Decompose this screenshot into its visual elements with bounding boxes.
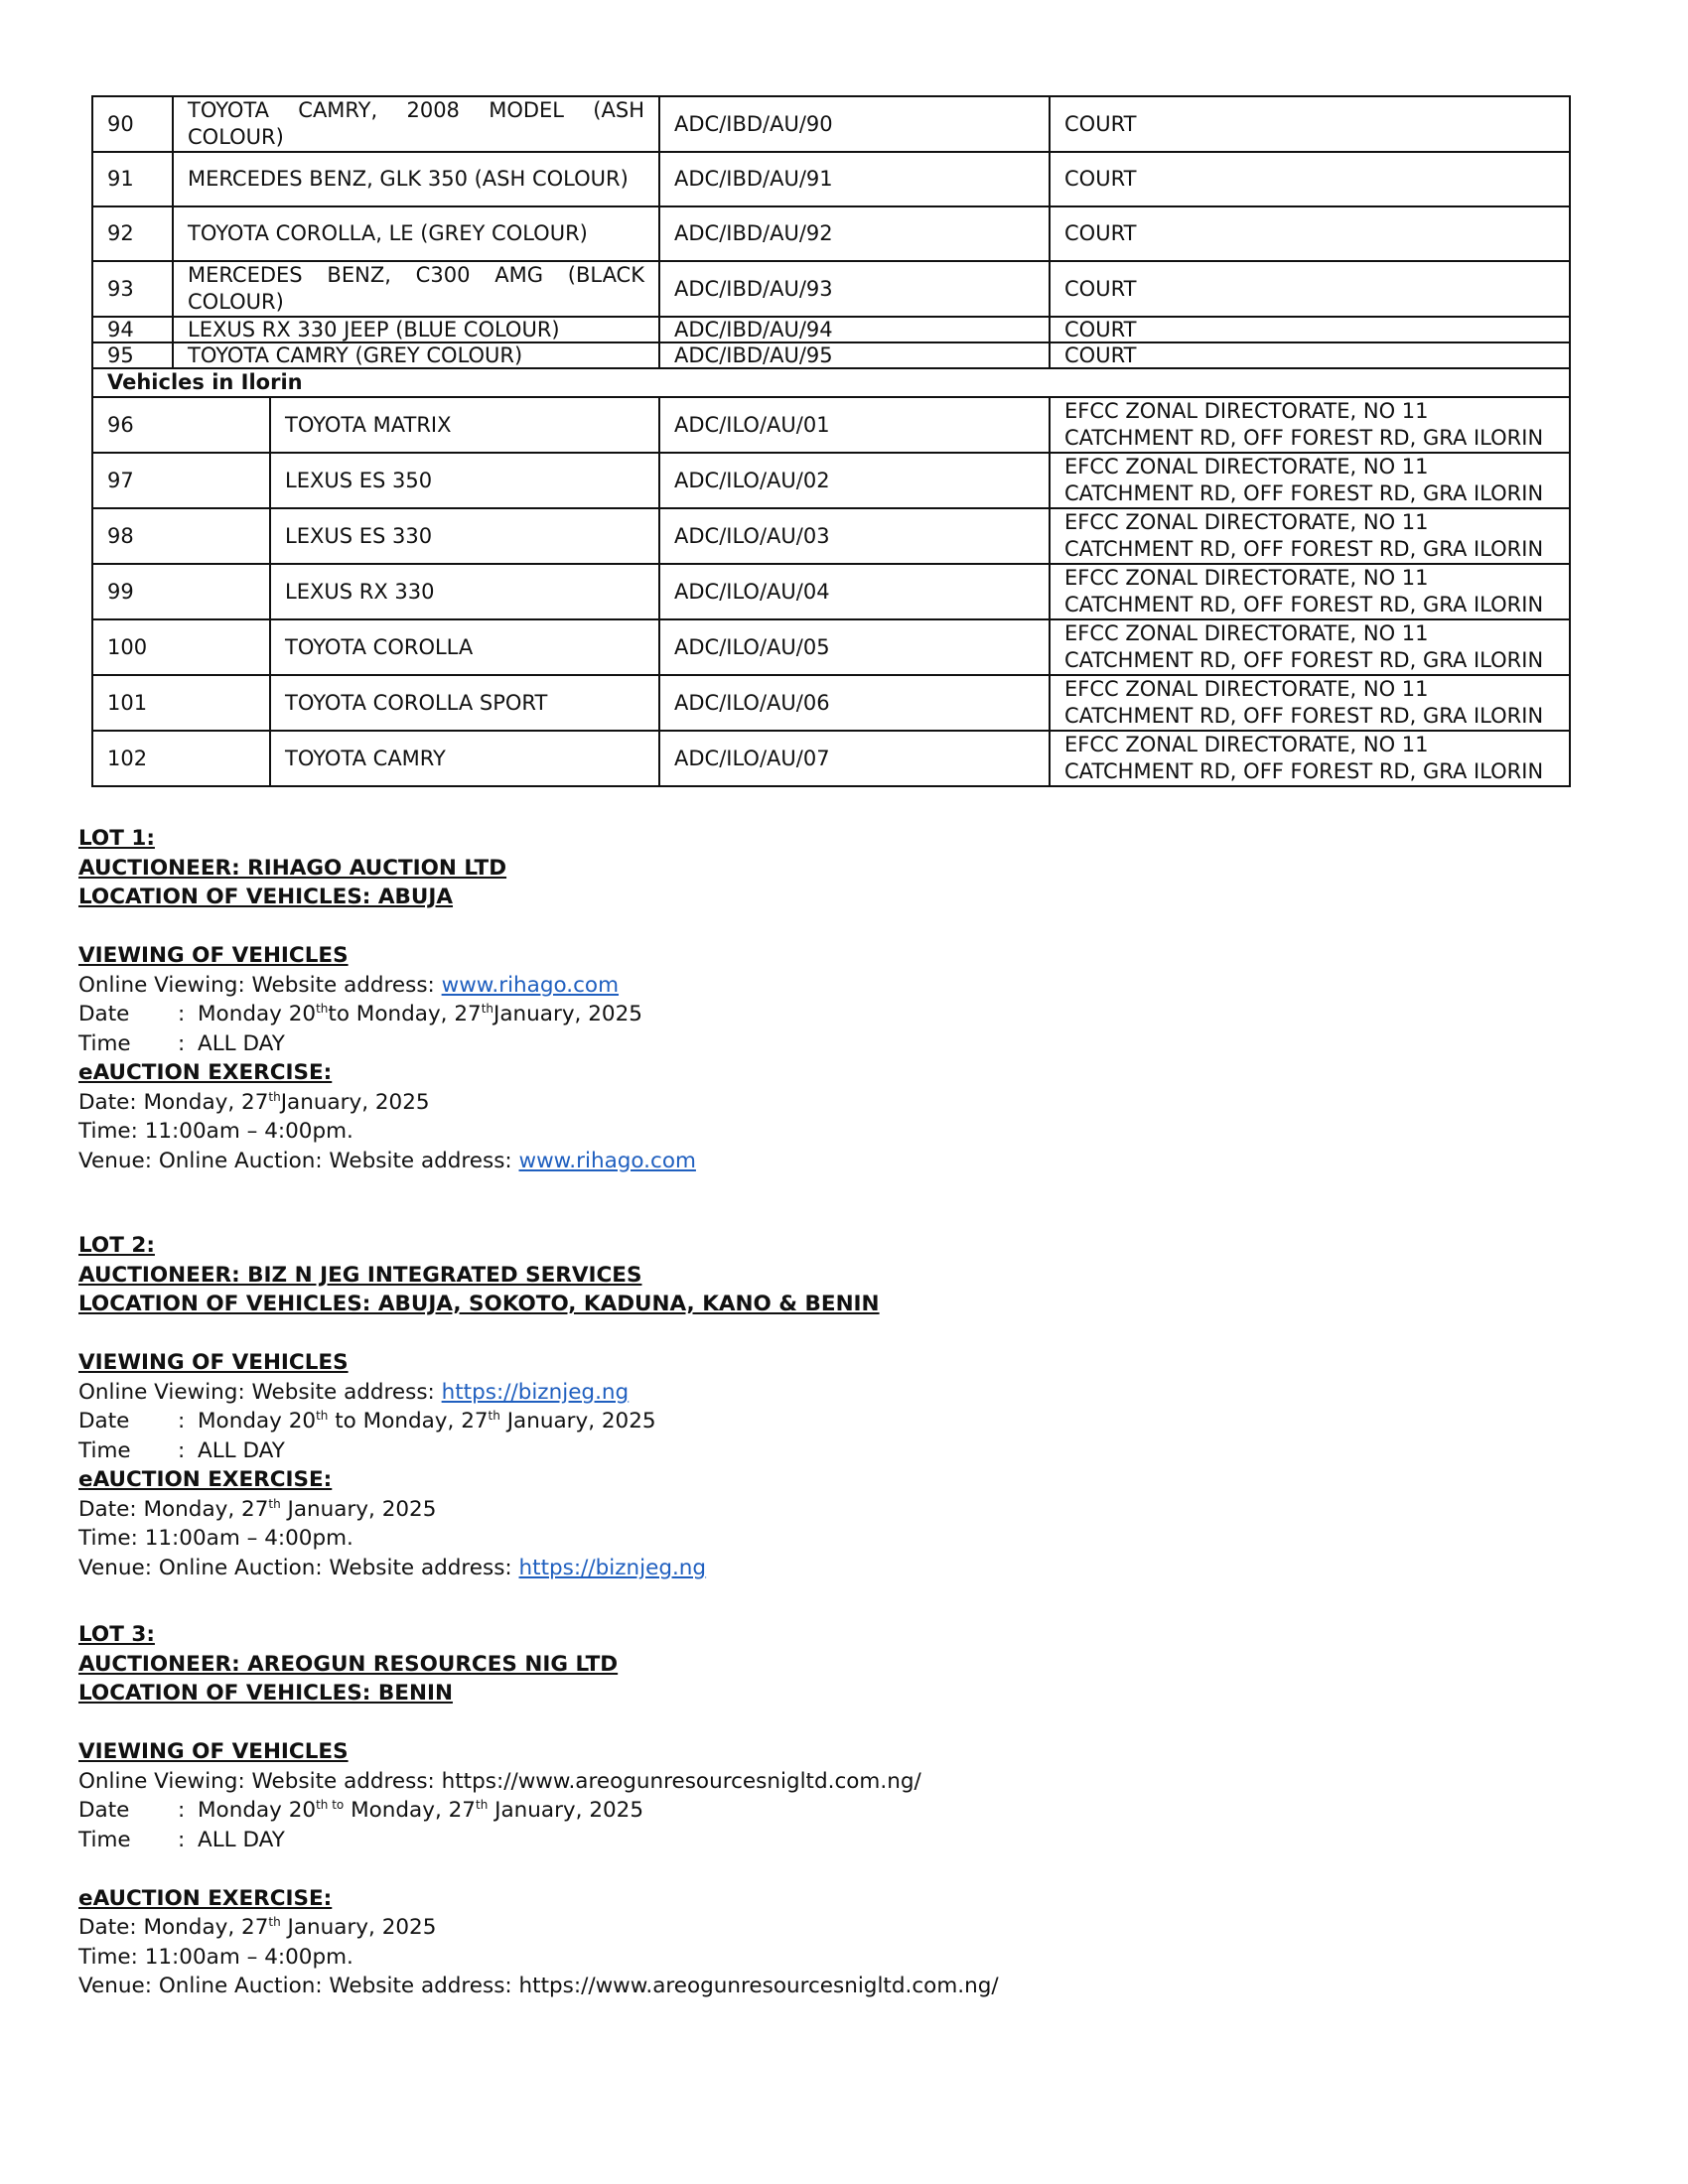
venue-label: Venue: Online Auction: Website address: (78, 1555, 519, 1580)
cell-location: COURT (1050, 152, 1570, 206)
lot-title: LOT 3: (78, 1622, 155, 1647)
eauction-time: Time: 11:00am – 4:00pm. (78, 1944, 353, 1970)
viewing-heading: VIEWING OF VEHICLES (78, 943, 349, 968)
cell-location: EFCC ZONAL DIRECTORATE, NO 11 CATCHMENT RD, OFF FOREST RD, GRA ILORIN (1050, 731, 1570, 786)
cell-ref: ADC/ILO/AU/02 (659, 453, 1050, 508)
table-row (92, 675, 1570, 731)
date-to: January, 2025 (493, 1002, 642, 1026)
lot-title: LOT 1: (78, 826, 155, 851)
table-row (92, 564, 1570, 619)
date-label: Date (78, 1409, 130, 1433)
time-label: Time (78, 1030, 131, 1056)
sup-th: th (476, 1797, 489, 1812)
cell-desc: TOYOTA COROLLA SPORT (270, 675, 659, 731)
time-label: Time (78, 1827, 131, 1852)
cell-no: 97 (92, 453, 270, 508)
cell-desc: LEXUS ES 350 (270, 453, 659, 508)
table-row (92, 508, 1570, 564)
ea-date-post: January, 2025 (280, 1089, 430, 1115)
cell-ref: ADC/IBD/AU/95 (659, 342, 1050, 368)
date-from: Monday 20 (198, 1798, 317, 1823)
cell-desc: TOYOTA CAMRY (GREY COLOUR) (173, 342, 659, 368)
viewing-date (198, 1798, 643, 1823)
lot-1-section (78, 824, 696, 1175)
cell-location: COURT (1050, 261, 1570, 317)
viewing-date (198, 1002, 642, 1026)
cell-location: COURT (1050, 317, 1570, 342)
vehicle-table (91, 95, 1571, 787)
cell-desc: MERCEDES BENZ, GLK 350 (ASH COLOUR) (173, 152, 659, 206)
sup-th: th (488, 1408, 500, 1423)
cell-location: EFCC ZONAL DIRECTORATE, NO 11 CATCHMENT RD, OFF FOREST RD, GRA ILORIN (1050, 619, 1570, 675)
cell-ref: ADC/ILO/AU/03 (659, 508, 1050, 564)
cell-ref: ADC/ILO/AU/05 (659, 619, 1050, 675)
ea-date-post: January, 2025 (280, 1915, 437, 1940)
cell-no: 96 (92, 397, 270, 453)
vehicle-location: LOCATION OF VEHICLES: ABUJA, SOKOTO, KADUNA, KANO & BENIN (78, 1292, 880, 1316)
cell-no: 93 (92, 261, 173, 317)
cell-desc: TOYOTA CAMRY (270, 731, 659, 786)
date-to: January, 2025 (488, 1798, 644, 1823)
cell-desc: TOYOTA COROLLA, LE (GREY COLOUR) (173, 206, 659, 261)
lot-2-section (78, 1231, 880, 1582)
cell-location: EFCC ZONAL DIRECTORATE, NO 11 CATCHMENT RD, OFF FOREST RD, GRA ILORIN (1050, 397, 1570, 453)
cell-location: EFCC ZONAL DIRECTORATE, NO 11 CATCHMENT RD, OFF FOREST RD, GRA ILORIN (1050, 453, 1570, 508)
ea-date-pre: Date: Monday, 27 (78, 1496, 269, 1522)
date-label: Date (78, 1798, 130, 1823)
lot-title: LOT 2: (78, 1233, 155, 1258)
venue-label: Venue: Online Auction: Website address: (78, 1974, 519, 1998)
sup-th: th (316, 1001, 329, 1016)
table-row (92, 96, 1570, 152)
vehicle-location: LOCATION OF VEHICLES: ABUJA (78, 885, 454, 909)
table-row (92, 317, 1570, 342)
table-row (92, 342, 1570, 368)
ea-date-post: January, 2025 (280, 1496, 437, 1522)
table-row (92, 397, 1570, 453)
cell-ref: ADC/IBD/AU/91 (659, 152, 1050, 206)
ea-date-pre: Date: Monday, 27 (78, 1089, 269, 1115)
auctioneer: AUCTIONEER: BIZ N JEG INTEGRATED SERVICES (78, 1262, 642, 1288)
table-row (92, 261, 1570, 317)
eauction-date (78, 1090, 430, 1115)
cell-ref: ADC/ILO/AU/06 (659, 675, 1050, 731)
vehicle-location: LOCATION OF VEHICLES: BENIN (78, 1681, 453, 1706)
viewing-heading: VIEWING OF VEHICLES (78, 1739, 349, 1764)
cell-ref: ADC/ILO/AU/04 (659, 564, 1050, 619)
cell-desc: TOYOTA COROLLA (270, 619, 659, 675)
cell-desc: LEXUS RX 330 (270, 564, 659, 619)
cell-no: 95 (92, 342, 173, 368)
colon: : (178, 1827, 186, 1852)
eauction-time: Time: 11:00am – 4:00pm. (78, 1119, 353, 1144)
cell-no: 94 (92, 317, 173, 342)
ea-date-pre: Date: Monday, 27 (78, 1915, 269, 1940)
cell-location: EFCC ZONAL DIRECTORATE, NO 11 CATCHMENT RD, OFF FOREST RD, GRA ILORIN (1050, 508, 1570, 564)
venue-website-link[interactable]: https://biznjeg.ng (518, 1555, 707, 1580)
cell-location: COURT (1050, 96, 1570, 152)
cell-ref: ADC/ILO/AU/07 (659, 731, 1050, 786)
cell-ref: ADC/IBD/AU/94 (659, 317, 1050, 342)
viewing-time: ALL DAY (198, 1827, 285, 1852)
colon: : (178, 1437, 186, 1463)
venue-label: Venue: Online Auction: Website address: (78, 1148, 519, 1173)
date-mid: to Monday, 27 (328, 1409, 489, 1433)
viewing-date (198, 1409, 656, 1433)
cell-no: 90 (92, 96, 173, 152)
colon: : (178, 1030, 186, 1056)
online-viewing-label: Online Viewing: Website address: (78, 972, 442, 998)
time-label: Time (78, 1437, 131, 1463)
sup-th-to: th to (316, 1797, 345, 1812)
date-to: January, 2025 (499, 1409, 656, 1433)
date-mid: to Monday, 27 (328, 1002, 482, 1026)
cell-location: EFCC ZONAL DIRECTORATE, NO 11 CATCHMENT RD, OFF FOREST RD, GRA ILORIN (1050, 675, 1570, 731)
date-label: Date (78, 1002, 130, 1026)
date-from: Monday 20 (198, 1002, 317, 1026)
viewing-time: ALL DAY (198, 1030, 285, 1056)
cell-ref: ADC/IBD/AU/92 (659, 206, 1050, 261)
table-row (92, 206, 1570, 261)
website-link[interactable]: www.rihago.com (441, 972, 620, 998)
cell-desc: MERCEDES BENZ, C300 AMG (BLACK COLOUR) (173, 261, 659, 317)
table-row (92, 731, 1570, 786)
cell-ref: ADC/ILO/AU/01 (659, 397, 1050, 453)
cell-location: COURT (1050, 342, 1570, 368)
eauction-heading: eAUCTION EXERCISE: (78, 1060, 333, 1085)
cell-desc: TOYOTA MATRIX (270, 397, 659, 453)
eauction-time: Time: 11:00am – 4:00pm. (78, 1526, 353, 1551)
venue-website-text: https://www.areogunresourcesnigltd.com.ng/ (518, 1974, 999, 1998)
colon: : (178, 1409, 186, 1433)
cell-location: EFCC ZONAL DIRECTORATE, NO 11 CATCHMENT RD, OFF FOREST RD, GRA ILORIN (1050, 564, 1570, 619)
online-viewing-label: Online Viewing: Website address: (78, 1768, 442, 1794)
eauction-heading: eAUCTION EXERCISE: (78, 1467, 333, 1492)
table-row (92, 152, 1570, 206)
venue-website-link[interactable]: www.rihago.com (518, 1148, 696, 1173)
eauction-date (78, 1915, 436, 1940)
cell-no: 101 (92, 675, 270, 731)
section-header-ilorin: Vehicles in Ilorin (92, 368, 1570, 397)
website-link[interactable]: https://biznjeg.ng (441, 1379, 630, 1405)
sup-th: th (268, 1914, 281, 1929)
cell-no: 98 (92, 508, 270, 564)
cell-ref: ADC/IBD/AU/93 (659, 261, 1050, 317)
sup-th: th (268, 1089, 281, 1104)
cell-no: 92 (92, 206, 173, 261)
cell-no: 100 (92, 619, 270, 675)
cell-no: 91 (92, 152, 173, 206)
cell-desc: LEXUS RX 330 JEEP (BLUE COLOUR) (173, 317, 659, 342)
cell-desc: TOYOTA CAMRY, 2008 MODEL (ASH COLOUR) (173, 96, 659, 152)
viewing-heading: VIEWING OF VEHICLES (78, 1350, 349, 1375)
table-row (92, 453, 1570, 508)
online-viewing-label: Online Viewing: Website address: (78, 1379, 442, 1405)
sup-th: th (481, 1001, 494, 1016)
lot-3-section (78, 1620, 999, 2001)
table-row (92, 619, 1570, 675)
sup-th: th (268, 1496, 281, 1511)
sup-th: th (316, 1408, 329, 1423)
auctioneer: AUCTIONEER: AREOGUN RESOURCES NIG LTD (78, 1651, 619, 1677)
cell-no: 102 (92, 731, 270, 786)
cell-location: COURT (1050, 206, 1570, 261)
date-mid: Monday, 27 (344, 1798, 476, 1823)
colon: : (178, 1002, 186, 1026)
cell-ref: ADC/IBD/AU/90 (659, 96, 1050, 152)
cell-no: 99 (92, 564, 270, 619)
table-section-header (92, 368, 1570, 397)
viewing-time: ALL DAY (198, 1437, 285, 1463)
cell-desc: LEXUS ES 330 (270, 508, 659, 564)
website-text: https://www.areogunresourcesnigltd.com.ng/ (441, 1768, 921, 1794)
eauction-date (78, 1497, 436, 1522)
eauction-heading: eAUCTION EXERCISE: (78, 1885, 333, 1911)
auctioneer: AUCTIONEER: RIHAGO AUCTION LTD (78, 855, 507, 881)
date-from: Monday 20 (198, 1409, 317, 1433)
colon: : (178, 1798, 186, 1823)
